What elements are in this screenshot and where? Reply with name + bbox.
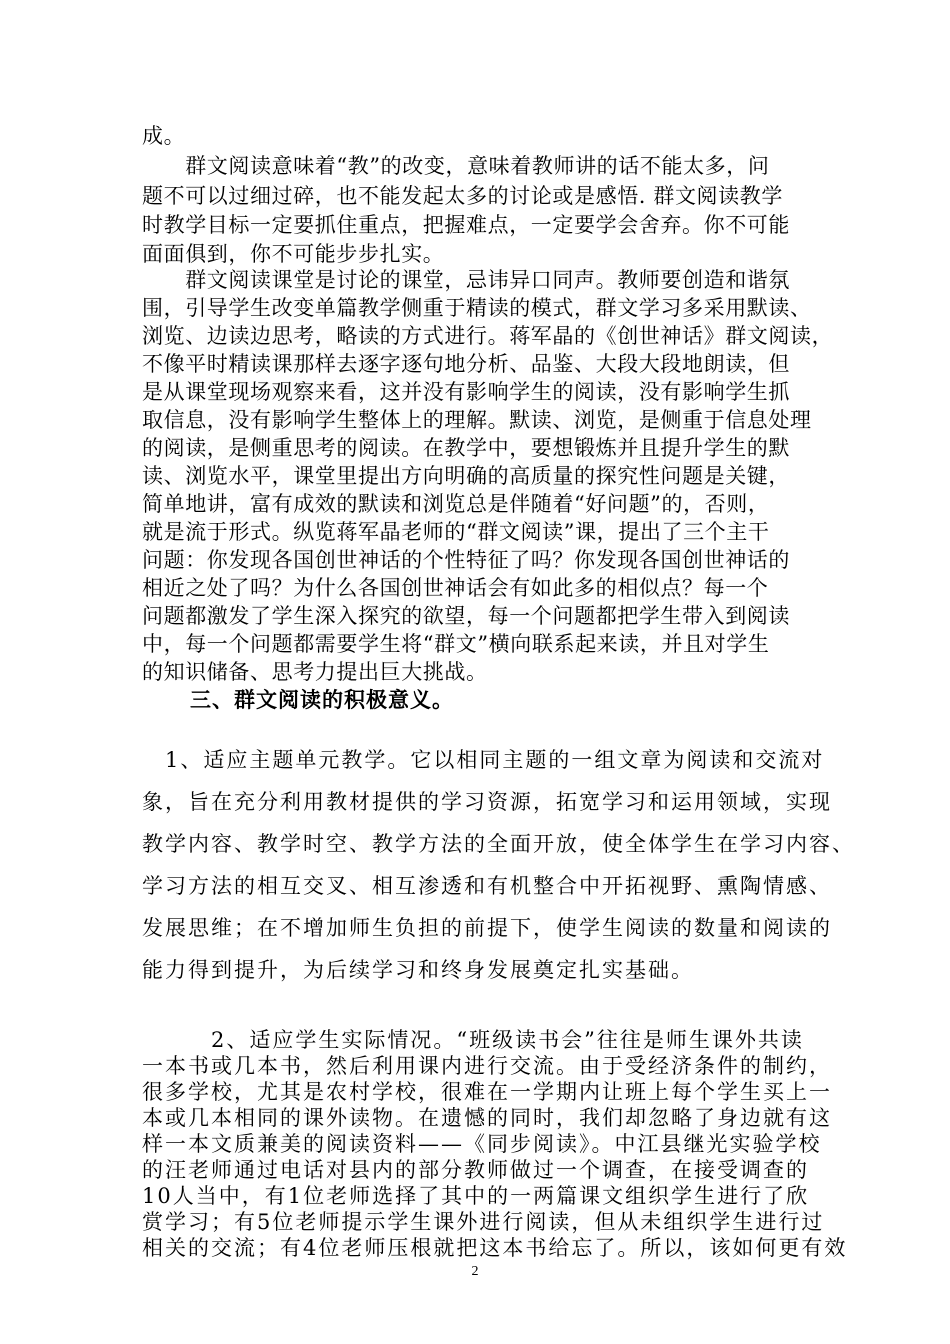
text-line: 10人当中，有1位老师选择了其中的一两篇课文组织学生进行了欣	[142, 1184, 810, 1208]
text-line: 相近之处了吗？为什么各国创世神话会有如此多的相似点？每一个	[142, 576, 769, 600]
text-line: 的知识储备、思考力提出巨大挑战。	[142, 660, 488, 684]
text-line: 发展思维；在不增加师生负担的前提下，使学生阅读的数量和阅读的	[142, 916, 832, 940]
text-line: 就是流于形式。纵览蒋军晶老师的“群文阅读”课，提出了三个主干	[142, 520, 770, 544]
text-line: 不像平时精读课那样去逐字逐句地分析、品鉴、大段大段地朗读，但	[142, 352, 790, 376]
text-line: 问题：你发现各国创世神话的个性特征了吗？你发现各国创世神话的	[142, 548, 790, 572]
text-line: 本或几本相同的课外读物。在遗憾的同时，我们却忽略了身边就有这	[142, 1106, 832, 1130]
text-line: 学习方法的相互交叉、相互渗透和有机整合中开拓视野、熏陶情感、	[142, 874, 832, 898]
text-line: 相关的交流；有4位老师压根就把这本书给忘了。所以，该如何更有效	[142, 1236, 848, 1260]
text-line: 群文阅读意味着“教”的改变，意味着教师讲的话不能太多，问	[142, 154, 770, 178]
text-line: 成。	[142, 124, 186, 148]
text-line: 问题都激发了学生深入探究的欲望，每一个问题都把学生带入到阅读	[142, 604, 790, 628]
text-line: 题不可以过细过碎，也不能发起太多的讨论或是感悟. 群文阅读教学	[142, 184, 783, 208]
text-line: 的汪老师通过电话对县内的部分教师做过一个调查，在接受调查的	[142, 1158, 809, 1182]
text-line: 时教学目标一定要抓住重点，把握难点，一定要学会舍弃。你不可能	[142, 213, 790, 237]
text-line: 2、适应学生实际情况。“班级读书会”往往是师生课外共读	[142, 1028, 804, 1052]
text-line: 面面俱到，你不可能步步扎实。	[142, 242, 445, 266]
text-line: 读、浏览水平，课堂里提出方向明确的高质量的探究性问题是关键，	[142, 464, 790, 488]
text-line: 样一本文质兼美的阅读资料——《同步阅读》。中江县继光实验学校	[142, 1132, 822, 1156]
text-line: 很多学校，尤其是农村学校，很难在一学期内让班上每个学生买上一	[142, 1080, 832, 1104]
page-number: 2	[471, 1264, 479, 1279]
text-line: 取信息，没有影响学生整体上的理解。默读、浏览，是侧重于信息处理	[142, 408, 812, 432]
text-line: 象，旨在充分利用教材提供的学习资源，拓宽学习和运用领域，实现	[142, 790, 832, 814]
text-line: 是从课堂现场观察来看，这并没有影响学生的阅读，没有影响学生抓	[142, 380, 790, 404]
text-line: 教学内容、教学时空、教学方法的全面开放，使全体学生在学习内容、	[142, 832, 855, 856]
text-line: 群文阅读课堂是讨论的课堂，忌讳异口同声。教师要创造和谐氛	[142, 268, 790, 292]
text-line: 的阅读，是侧重思考的阅读。在教学中，要想锻炼并且提升学生的默	[142, 436, 790, 460]
text-line: 1、适应主题单元教学。它以相同主题的一组文章为阅读和交流对	[142, 748, 825, 772]
text-line: 一本书或几本书，然后利用课内进行交流。由于受经济条件的制约，	[142, 1054, 832, 1078]
section-heading: 三、群文阅读的积极意义。	[190, 687, 454, 712]
text-line: 浏览、边读边思考，略读的方式进行。蒋军晶的《创世神话》群文阅读，	[142, 324, 834, 348]
text-line: 能力得到提升，为后续学习和终身发展奠定扎实基础。	[142, 958, 694, 982]
text-line: 围，引导学生改变单篇教学侧重于精读的模式，群文学习多采用默读、	[142, 296, 812, 320]
text-line: 简单地讲，富有成效的默读和浏览总是伴随着“好问题”的，否则，	[142, 492, 770, 516]
text-line: 赏学习；有5位老师提示学生课外进行阅读，但从未组织学生进行过	[142, 1210, 825, 1234]
text-line: 中，每一个问题都需要学生将“群文”横向联系起来读，并且对学生	[142, 632, 770, 656]
